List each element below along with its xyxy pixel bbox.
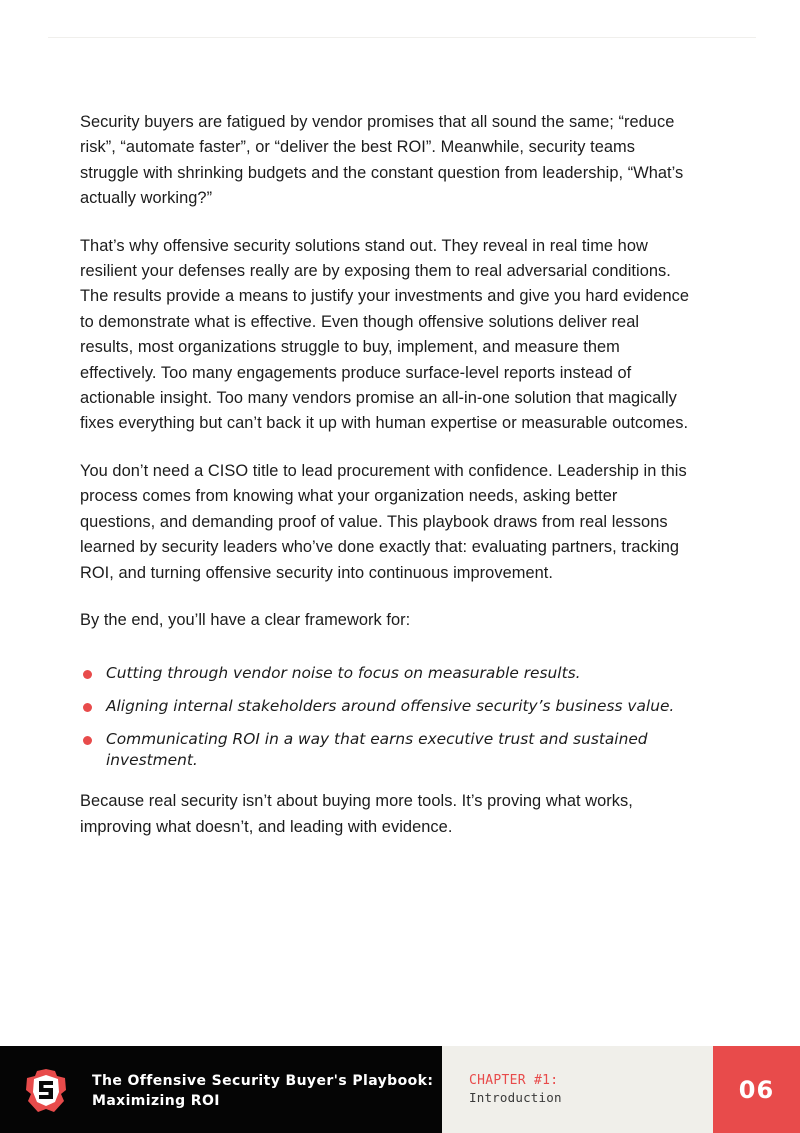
chapter-block — [442, 1046, 713, 1133]
s-shield-logo-icon — [24, 1068, 68, 1114]
paragraph-framework-lead: By the end, you’ll have a clear framework for: — [80, 610, 411, 629]
bullet-text: Aligning internal stakeholders around offensive security’s business value. — [106, 697, 675, 716]
paragraph-offensive-security: That’s why offensive security solutions stand out. They reveal in real time how resilient your defenses really are by exposing them to real adversarial conditions. The results provide a means to justify your investments and give you hard evidence to demonstrate what is effective. Even though offensive solutions deliver real results, most organizations struggle to buy, implement, and measure them effectively. Too many engagements produce surface-level reports instead of actionable insight. Too many vendors promise an all-in-one solution that magically fixes everything but can’t back it up with human expertise or measurable outcomes. — [80, 236, 690, 433]
document-title-line-1: The Offensive Security Buyer's Playbook: — [92, 1073, 434, 1089]
paragraph-closing: Because real security isn’t about buying more tools. It’s proving what works, improving what doesn’t, and leading with evidence. — [80, 792, 633, 836]
bullet-dot-icon — [83, 670, 92, 679]
framework-bullet-list — [80, 663, 690, 771]
page-number: 06 — [738, 1076, 775, 1104]
bullet-dot-icon — [83, 736, 92, 745]
document-title-line-2: Maximizing ROI — [92, 1093, 220, 1109]
chapter-label: CHAPTER #1: — [469, 1073, 559, 1088]
paragraph-intro: Security buyers are fatigued by vendor promises that all sound the same; “reduce risk”, “automate faster”, or “deliver the best ROI”. Meanwhile, security teams struggle with shrinking budgets and the constant question from leadership, “What’s actually working?” — [80, 113, 684, 208]
top-divider — [48, 37, 756, 38]
footer-title-block — [0, 1046, 442, 1133]
chapter-name: Introduction — [469, 1090, 562, 1105]
paragraph-leadership: You don’t need a CISO title to lead procurement with confidence. Leadership in this process comes from knowing what your organization needs, asking better questions, and demanding proof of value. This playbook draws from real lessons learned by security leaders who’ve done exactly that: evaluating partners, tracking ROI, and turning offensive security into continuous improvement. — [80, 461, 687, 582]
list-item — [80, 696, 690, 717]
page-body — [80, 110, 690, 862]
list-item — [80, 663, 690, 684]
bullet-dot-icon — [83, 703, 92, 712]
document-title — [92, 1071, 433, 1111]
bullet-text: Cutting through vendor noise to focus on measurable results. — [106, 664, 581, 683]
list-item — [80, 729, 690, 771]
page-footer — [0, 1046, 800, 1133]
page-number-block — [713, 1046, 800, 1133]
bullet-text: Communicating ROI in a way that earns executive trust and sustained investment. — [106, 730, 648, 770]
